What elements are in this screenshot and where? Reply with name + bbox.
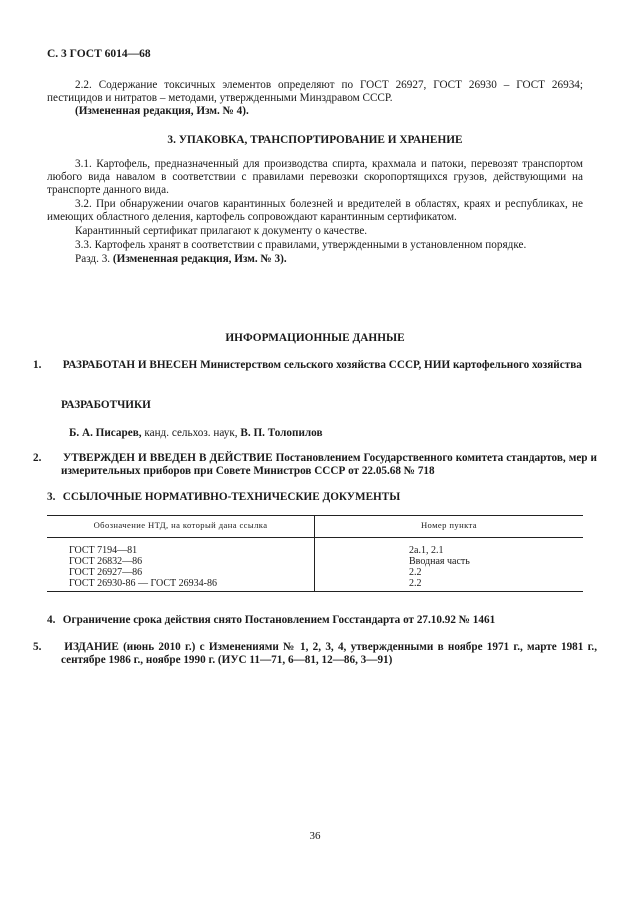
info-item-5 [33, 641, 598, 667]
clause-3-2-certificate: Карантинный сертификат прилагают к документу о качестве. [75, 225, 368, 237]
item-2-heading: УТВЕРЖДЕН И ВВЕДЕН В ДЕЙСТВИЕ [63, 452, 273, 464]
item-2-text: Постановлением Государственного комитета стандартов, мер и измерительных приборов при Совете Министров СССР от 22.05.68 № 718 [61, 452, 597, 477]
item-1-number: 1. [33, 359, 42, 371]
table-cell-document: ГОСТ 26930-86 — ГОСТ 26934-86 [47, 578, 315, 592]
table-header-row [47, 516, 583, 538]
table-cell-clause: 2а.1, 2.1 [409, 545, 444, 556]
info-title: ИНФОРМАЦИОННЫЕ ДАННЫЕ [225, 332, 405, 344]
developer-1-name: Б. А. Писарев, [69, 427, 142, 439]
clause-2-2: 2.2. Содержание токсичных элементов определяют по ГОСТ 26927, ГОСТ 26930 – ГОСТ 26934; пестицидов и нитратов – методами, утвержденными Минздравом СССР. [47, 79, 583, 104]
item-4-number: 4. [47, 614, 56, 626]
item-1-heading: РАЗРАБОТАН И ВНЕСЕН [62, 359, 198, 371]
info-item-1 [33, 359, 597, 372]
info-item-4 [47, 614, 583, 627]
item-3-number: 3. [47, 491, 56, 503]
references-table [47, 515, 583, 592]
table-row [47, 538, 583, 557]
table-cell-document: ГОСТ 26832—86 [47, 556, 315, 567]
item-5-heading: ИЗДАНИЕ [64, 641, 119, 653]
table-header-clause: Номер пункта [315, 516, 584, 538]
section-3-amendment-text: (Измененная редакция, Изм. № 3). [112, 253, 287, 265]
developers-label: РАЗРАБОТЧИКИ [61, 399, 151, 411]
clause-3-2: 3.2. При обнаружении очагов карантинных болезней и вредителей в областях, краях и республиках, не имеющих областного деления, картофель сопровождают карантинным сертификатом. [47, 198, 583, 223]
info-item-3 [47, 491, 583, 504]
section-3-amendment-prefix: Разд. 3. [75, 253, 111, 265]
clause-3-1: 3.1. Картофель, предназначенный для производства спирта, крахмала и патоки, перевозят транспортом любого вида навалом в соответствии с правилами перевозки скоропортящихся грузов, действующими на транспорте данного вида. [47, 158, 583, 196]
clause-3-3: 3.3. Картофель хранят в соответствии с правилами, утвержденными в установленном порядке. [75, 239, 527, 251]
developers-list [69, 427, 323, 440]
table-row [47, 556, 583, 567]
page-number: 36 [309, 830, 321, 842]
table-cell-clause: 2.2 [409, 567, 422, 578]
item-4-text: Ограничение срока действия снято Постановлением Госстандарта от 27.10.92 № 1461 [62, 614, 496, 626]
table-cell-document: ГОСТ 7194—81 [47, 538, 315, 557]
clause-2-2-amendment: (Измененная редакция, Изм. № 4). [75, 105, 249, 117]
table-cell-clause: 2.2 [315, 578, 584, 592]
table-row [47, 578, 583, 592]
developer-1-title: канд. сельхоз. наук, [144, 427, 238, 439]
table-header-document: Обозначение НТД, на который дана ссылка [47, 516, 315, 538]
item-3-heading: ССЫЛОЧНЫЕ НОРМАТИВНО-ТЕХНИЧЕСКИЕ ДОКУМЕНТЫ [62, 491, 401, 503]
table-cell-document: ГОСТ 26927—86 [47, 567, 315, 578]
table-cell-clause: Вводная часть [409, 556, 470, 567]
section-3-amendment [47, 253, 583, 266]
item-2-number: 2. [33, 452, 42, 464]
item-5-number: 5. [33, 641, 42, 653]
developer-2-name: В. П. Толопилов [240, 427, 323, 439]
item-5-text: (июнь 2010 г.) с Изменениями № 1, 2, 3, 4, утвержденными в ноябре 1971 г., марте 1981 г., сентябре 1986 г., ноябре 1990 г. (ИУС 11—71, 6—81, 12—86, 3—91) [61, 641, 598, 666]
table-row [47, 567, 583, 578]
page-header: С. 3 ГОСТ 6014—68 [47, 48, 151, 60]
item-1-text: Министерством сельского хозяйства СССР, НИИ картофельного хозяйства [200, 359, 582, 371]
info-item-2 [33, 452, 597, 478]
section-3-title: 3. УПАКОВКА, ТРАНСПОРТИРОВАНИЕ И ХРАНЕНИЕ [167, 134, 463, 146]
